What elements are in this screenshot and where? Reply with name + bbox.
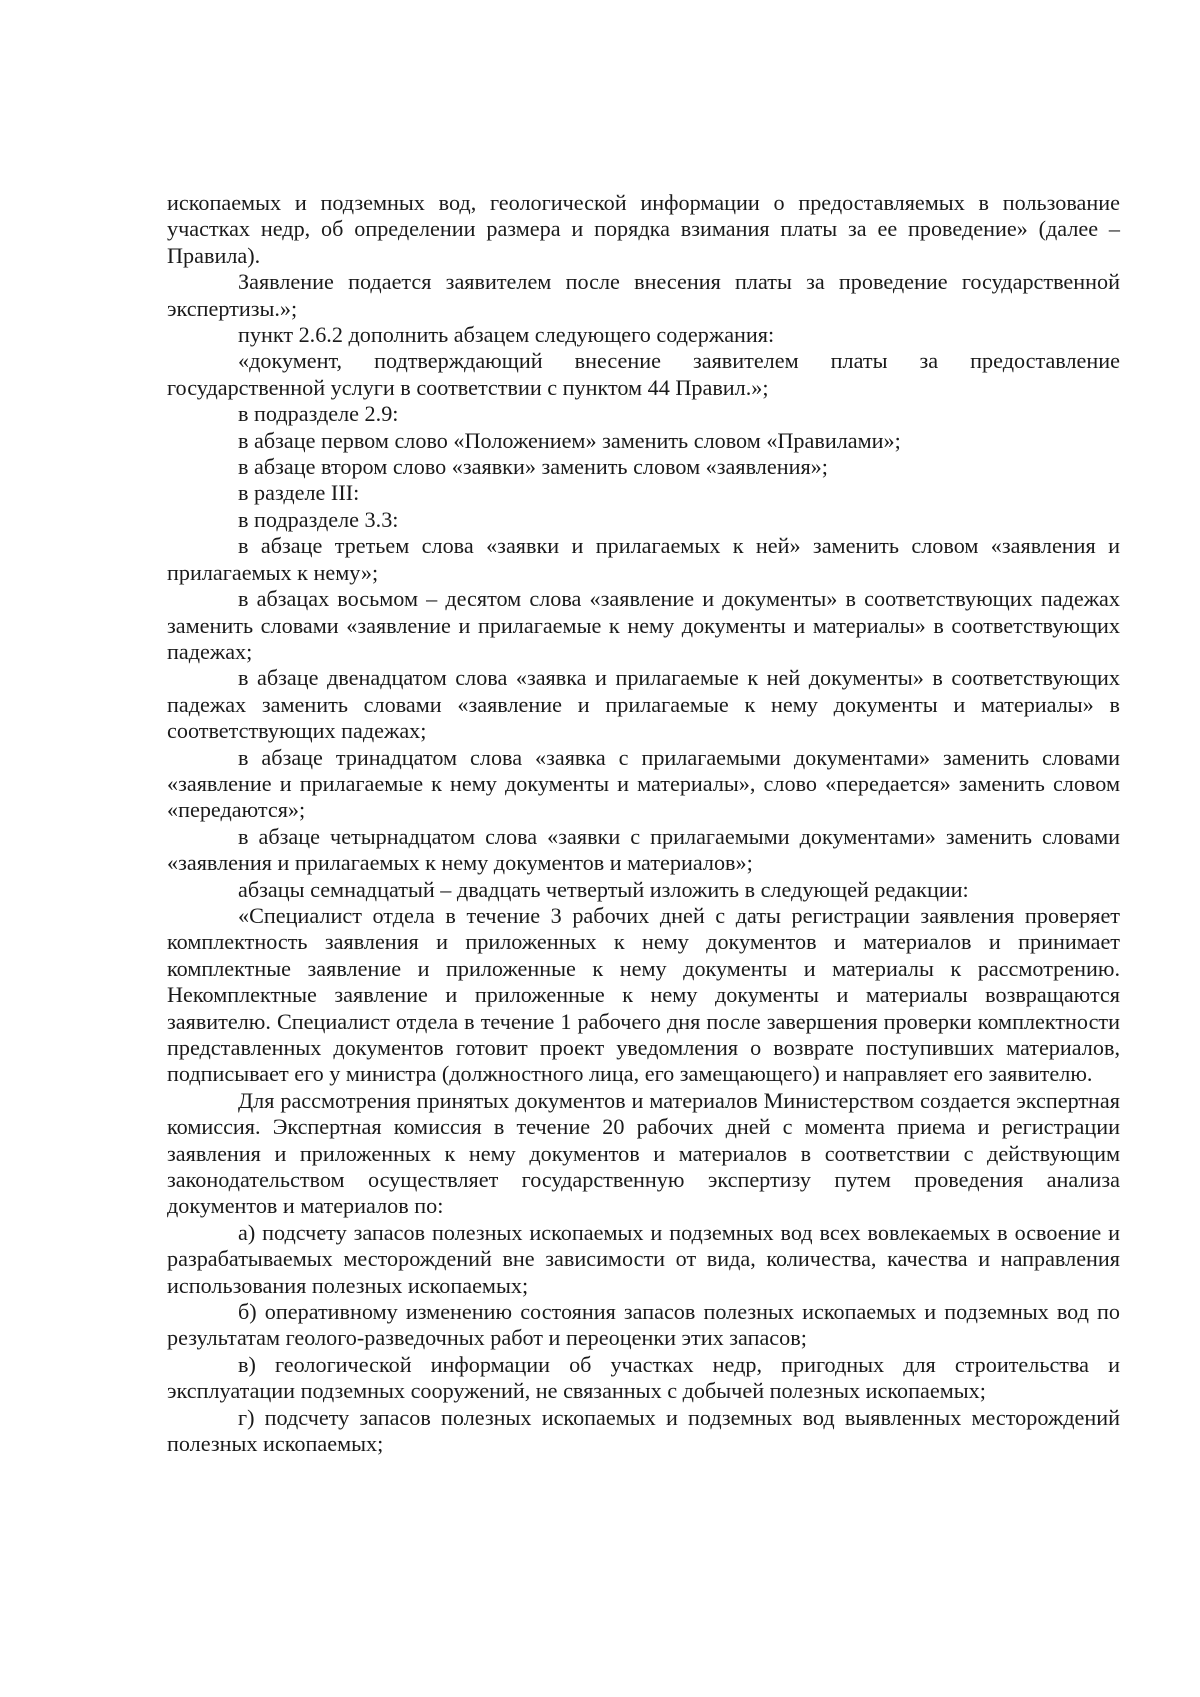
list-item: б) оперативному изменению состояния запасов полезных ископаемых и подземных вод по результатам геолого-разведочных работ и переоценки этих запасов; [167, 1299, 1120, 1351]
paragraph: в подразделе 3.3: [238, 506, 399, 532]
paragraph: в абзаце тринадцатом слова «заявка с прилагаемыми документами» заменить словами «заявление и прилагаемые к нему документы и материалы», слово «передается» заменить словом «передаются»; [167, 744, 1120, 823]
document-body [167, 190, 1120, 1458]
paragraph: ископаемых и подземных вод, геологической информации о предоставляемых в пользование участках недр, об определении размера и порядка взимания платы за ее проведение» (далее – Правила). [167, 190, 1120, 268]
paragraph: пункт 2.6.2 дополнить абзацем следующего содержания: [238, 322, 775, 348]
paragraph: в абзаце четырнадцатом слова «заявки с прилагаемыми документами» заменить словами «заявления и прилагаемых к нему документов и материалов»; [167, 823, 1120, 876]
paragraph: Для рассмотрения принятых документов и материалов Министерством создается экспертная комиссия. Экспертная комиссия в течение 20 рабочих дней с момента приема и регистрации заявления и приложенных к нему документов и материалов в соответствии с действующим законодательством осуществляет государственную экспертизу путем проведения анализа документов и материалов по: [167, 1087, 1120, 1219]
paragraph: Заявление подается заявителем после внесения платы за проведение государственной экспертизы.»; [167, 269, 1120, 321]
paragraph: в разделе III: [238, 480, 360, 506]
list-item: г) подсчету запасов полезных ископаемых и подземных вод выявленных месторождений полезных ископаемых; [167, 1404, 1120, 1457]
paragraph: в абзаце двенадцатом слова «заявка и прилагаемые к ней документы» в соответствующих падежах заменить словами «заявление и прилагаемые к нему документы и материалы» в соответствующих падежах; [167, 665, 1120, 744]
paragraph: в абзаце втором слово «заявки» заменить словом «заявления»; [238, 454, 828, 480]
paragraph: в подразделе 2.9: [238, 401, 399, 427]
paragraph: «Специалист отдела в течение 3 рабочих дней с даты регистрации заявления проверяет комплектность заявления и приложенных к нему документов и материалов и принимает комплектные заявление и приложенные к нему документы и материалы к рассмотрению. Некомплектные заявление и приложенные к нему документы и материалы возвращаются заявителю. Специалист отдела в течение 1 рабочего дня после завершения проверки комплектности представленных документов готовит проект уведомления о возврате поступивших материалов, подписывает его у министра (должностного лица, его замещающего) и направляет его заявителю. [167, 902, 1120, 1087]
paragraph: в абзаце третьем слова «заявки и прилагаемых к ней» заменить словом «заявления и прилагаемых к нему»; [167, 533, 1120, 585]
paragraph: «документ, подтверждающий внесение заявителем платы за предоставление государственной услуги в соответствии с пунктом 44 Правил.»; [167, 348, 1120, 400]
list-item: в) геологической информации об участках недр, пригодных для строительства и эксплуатации подземных сооружений, не связанных с добычей полезных ископаемых; [167, 1351, 1120, 1404]
list-item: а) подсчету запасов полезных ископаемых и подземных вод всех вовлекаемых в освоение и разрабатываемых месторождений вне зависимости от вида, количества, качества и направления использования полезных ископаемых; [167, 1219, 1120, 1298]
paragraph: в абзаце первом слово «Положением» заменить словом «Правилами»; [238, 427, 901, 453]
paragraph: абзацы семнадцатый – двадцать четвертый изложить в следующей редакции: [238, 876, 969, 902]
paragraph: в абзацах восьмом – десятом слова «заявление и документы» в соответствующих падежах заменить словами «заявление и прилагаемые к нему документы и материалы» в соответствующих падежах; [167, 586, 1120, 664]
